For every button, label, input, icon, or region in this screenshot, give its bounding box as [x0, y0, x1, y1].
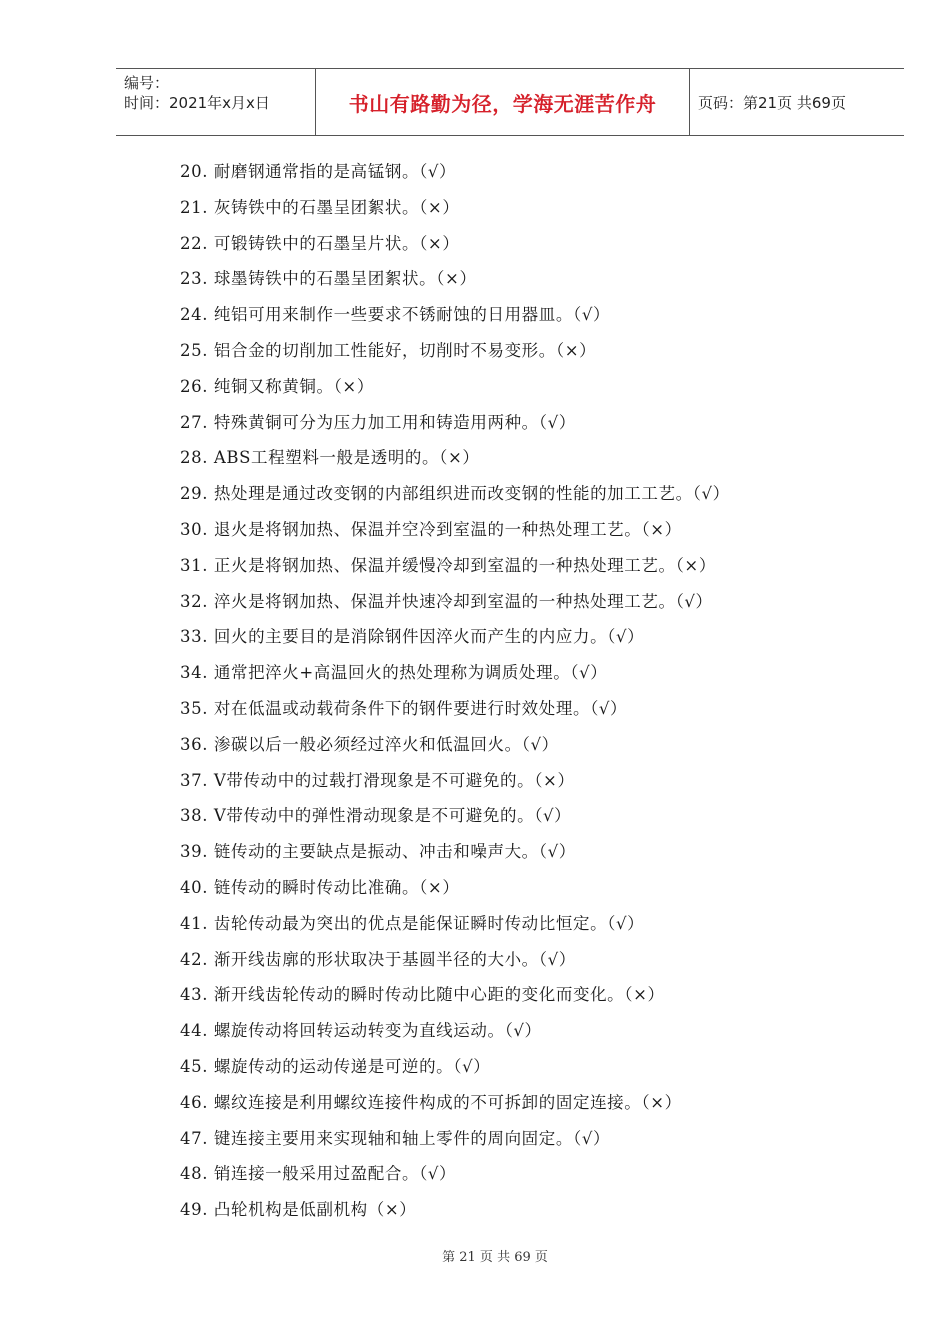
list-item: 40. 链传动的瞬时传动比准确。（×） [180, 877, 460, 897]
page-footer: 第 21 页 共 69 页 [442, 1250, 548, 1265]
list-item: 48. 销连接一般采用过盈配合。（√） [180, 1164, 457, 1184]
header-page-label: 页码：第21页 共69页 [698, 93, 846, 112]
list-item: 28. ABS工程塑料一般是透明的。（×） [180, 448, 480, 468]
list-item: 30. 退火是将钢加热、保温并空冷到室温的一种热处理工艺。（×） [180, 519, 682, 539]
list-item: 22. 可锻铸铁中的石墨呈片状。（×） [180, 233, 460, 253]
list-item: 27. 特殊黄铜可分为压力加工用和铸造用两种。（√） [180, 412, 576, 432]
list-item: 35. 对在低温或动载荷条件下的钢件要进行时效处理。（√） [180, 698, 628, 718]
header-motto: 书山有路勤为径，学海无涯苦作舟 [316, 69, 690, 135]
list-item: 33. 回火的主要目的是消除钢件因淬火而产生的内应力。（√） [180, 627, 645, 647]
list-item: 45. 螺旋传动的运动传递是可逆的。（√） [180, 1056, 491, 1076]
list-item: 38. V带传动中的弹性滑动现象是不可避免的。（√） [180, 806, 572, 826]
page-header [116, 68, 904, 136]
list-item: 25. 铝合金的切削加工性能好，切削时不易变形。（×） [180, 340, 597, 360]
list-item: 36. 渗碳以后一般必须经过淬火和低温回火。（√） [180, 734, 559, 754]
list-item: 34. 通常把淬火+高温回火的热处理称为调质处理。（√） [180, 663, 608, 683]
list-item: 32. 淬火是将钢加热、保温并快速冷却到室温的一种热处理工艺。（√） [180, 591, 713, 611]
list-item: 44. 螺旋传动将回转运动转变为直线运动。（√） [180, 1021, 542, 1041]
list-item: 42. 渐开线齿廓的形状取决于基圆半径的大小。（√） [180, 949, 576, 969]
header-meta [116, 69, 316, 135]
list-item: 41. 齿轮传动最为突出的优点是能保证瞬时传动比恒定。（√） [180, 913, 645, 933]
list-item: 49. 凸轮机构是低副机构（×） [180, 1200, 417, 1220]
list-item: 21. 灰铸铁中的石墨呈团絮状。（×） [180, 197, 460, 217]
list-item: 20. 耐磨钢通常指的是高锰钢。（√） [180, 162, 457, 181]
list-item: 23. 球墨铸铁中的石墨呈团絮状。（×） [180, 269, 477, 289]
list-item: 46. 螺纹连接是利用螺纹连接件构成的不可拆卸的固定连接。（×） [180, 1092, 682, 1112]
time-label: 时间：2021年x月x日 [124, 94, 270, 112]
question-list [180, 154, 900, 1228]
serial-label: 编号： [124, 74, 170, 92]
list-item: 43. 渐开线齿轮传动的瞬时传动比随中心距的变化而变化。（×） [180, 985, 665, 1005]
list-item: 31. 正火是将钢加热、保温并缓慢冷却到室温的一种热处理工艺。（×） [180, 555, 716, 575]
list-item: 24. 纯铝可用来制作一些要求不锈耐蚀的日用器皿。（√） [180, 305, 611, 325]
list-item: 29. 热处理是通过改变钢的内部组织进而改变钢的性能的加工工艺。（√） [180, 484, 730, 504]
list-item: 39. 链传动的主要缺点是振动、冲击和噪声大。（√） [180, 842, 576, 862]
list-item: 26. 纯铜又称黄铜。（×） [180, 376, 374, 396]
list-item: 37. V带传动中的过载打滑现象是不可避免的。（×） [180, 770, 575, 790]
list-item: 47. 键连接主要用来实现轴和轴上零件的周向固定。（√） [180, 1128, 611, 1148]
